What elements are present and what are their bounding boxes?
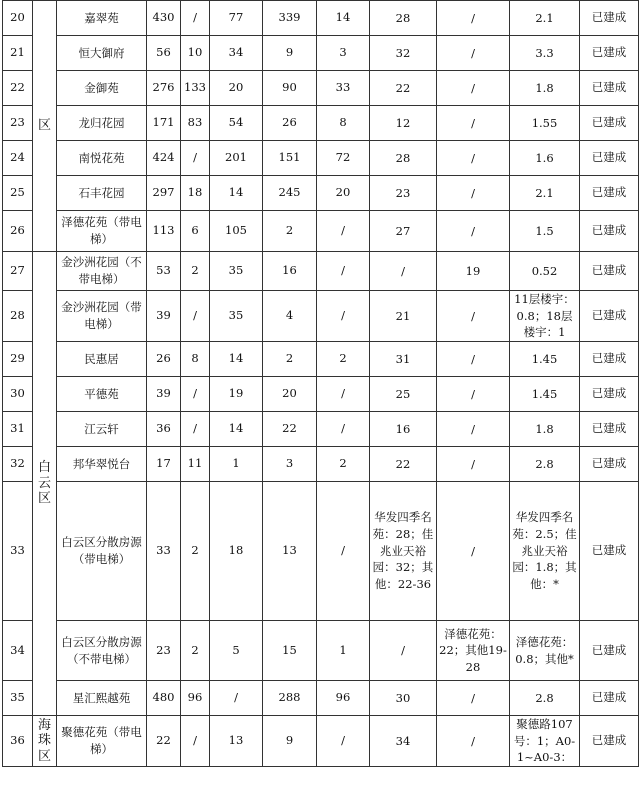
housing-table — [2, 0, 639, 767]
cell-c7: 1.45 — [510, 377, 580, 412]
cell-status: 已建成 — [580, 621, 639, 681]
cell-c2: 19 — [210, 377, 263, 412]
cell-c1: 2 — [181, 252, 210, 291]
cell-c2: 1 — [210, 447, 263, 482]
cell-c5: 21 — [370, 291, 437, 342]
cell-c4: 2 — [317, 342, 370, 377]
cell-c1: 18 — [181, 176, 210, 211]
cell-c5: 28 — [370, 141, 437, 176]
cell-c2: / — [210, 681, 263, 716]
district-cell — [33, 1, 57, 252]
cell-no: 27 — [3, 252, 33, 291]
cell-c2: 14 — [210, 176, 263, 211]
cell-no: 30 — [3, 377, 33, 412]
cell-no: 28 — [3, 291, 33, 342]
cell-name: 泽德花苑（带电梯） — [57, 211, 147, 252]
cell-total: 480 — [147, 681, 181, 716]
cell-status: 已建成 — [580, 342, 639, 377]
cell-c1: 6 — [181, 211, 210, 252]
cell-c2: 54 — [210, 106, 263, 141]
cell-c3: 9 — [263, 36, 317, 71]
district-char: 海 — [37, 717, 51, 733]
cell-name: 民惠居 — [57, 342, 147, 377]
cell-name: 白云区分散房源（带电梯） — [57, 482, 147, 621]
cell-c3: 339 — [263, 1, 317, 36]
cell-total: 17 — [147, 447, 181, 482]
district-char: 珠 — [37, 733, 51, 749]
cell-c1: 11 — [181, 447, 210, 482]
cell-no: 31 — [3, 412, 33, 447]
cell-name: 南悦花苑 — [57, 141, 147, 176]
cell-c7: 泽德花苑：0.8；其他* — [510, 621, 580, 681]
cell-total: 39 — [147, 291, 181, 342]
cell-c6: / — [437, 681, 510, 716]
cell-c5: / — [370, 621, 437, 681]
cell-c6: / — [437, 1, 510, 36]
cell-status: 已建成 — [580, 447, 639, 482]
cell-c2: 105 — [210, 211, 263, 252]
cell-c6: / — [437, 412, 510, 447]
cell-total: 56 — [147, 36, 181, 71]
table-row — [3, 252, 639, 291]
cell-name: 金沙洲花园（带电梯） — [57, 291, 147, 342]
cell-name: 江云轩 — [57, 412, 147, 447]
cell-c1: / — [181, 412, 210, 447]
cell-no: 36 — [3, 716, 33, 767]
cell-c3: 3 — [263, 447, 317, 482]
cell-c1: 8 — [181, 342, 210, 377]
table-row — [3, 377, 639, 412]
cell-no: 22 — [3, 71, 33, 106]
cell-c5: 31 — [370, 342, 437, 377]
cell-no: 21 — [3, 36, 33, 71]
cell-c4: / — [317, 211, 370, 252]
cell-status: 已建成 — [580, 412, 639, 447]
cell-c5: 华发四季名苑：28；佳兆业天裕园：32；其他：22-36 — [370, 482, 437, 621]
cell-c4: / — [317, 412, 370, 447]
district-char: 白 — [37, 460, 51, 476]
cell-c3: 9 — [263, 716, 317, 767]
cell-no: 29 — [3, 342, 33, 377]
cell-c5: 28 — [370, 1, 437, 36]
cell-no: 32 — [3, 447, 33, 482]
cell-c4: 72 — [317, 141, 370, 176]
cell-c7: 3.3 — [510, 36, 580, 71]
cell-total: 171 — [147, 106, 181, 141]
table-row — [3, 412, 639, 447]
cell-name: 白云区分散房源（不带电梯） — [57, 621, 147, 681]
cell-status: 已建成 — [580, 71, 639, 106]
cell-status: 已建成 — [580, 141, 639, 176]
cell-c1: 10 — [181, 36, 210, 71]
cell-c3: 20 — [263, 377, 317, 412]
cell-c5: 34 — [370, 716, 437, 767]
cell-no: 20 — [3, 1, 33, 36]
cell-c3: 151 — [263, 141, 317, 176]
cell-c5: 30 — [370, 681, 437, 716]
cell-c1: 83 — [181, 106, 210, 141]
cell-name: 恒大御府 — [57, 36, 147, 71]
table-row — [3, 342, 639, 377]
cell-total: 33 — [147, 482, 181, 621]
cell-c6: / — [437, 176, 510, 211]
cell-c1: / — [181, 1, 210, 36]
cell-c6: / — [437, 377, 510, 412]
cell-c4: / — [317, 716, 370, 767]
table-row — [3, 36, 639, 71]
cell-status: 已建成 — [580, 211, 639, 252]
cell-c7: 2.8 — [510, 447, 580, 482]
table-row — [3, 176, 639, 211]
cell-status: 已建成 — [580, 36, 639, 71]
cell-total: 23 — [147, 621, 181, 681]
cell-c3: 13 — [263, 482, 317, 621]
table-row — [3, 71, 639, 106]
cell-c1: / — [181, 291, 210, 342]
cell-no: 34 — [3, 621, 33, 681]
cell-c1: / — [181, 716, 210, 767]
cell-c4: / — [317, 252, 370, 291]
cell-c6: / — [437, 106, 510, 141]
cell-c3: 15 — [263, 621, 317, 681]
cell-c4: 14 — [317, 1, 370, 36]
cell-c4: / — [317, 377, 370, 412]
cell-total: 424 — [147, 141, 181, 176]
cell-status: 已建成 — [580, 716, 639, 767]
cell-c2: 35 — [210, 252, 263, 291]
cell-c4: / — [317, 482, 370, 621]
cell-c1: 96 — [181, 681, 210, 716]
cell-c7: 聚德路107号：1；A0-1~A0-3： — [510, 716, 580, 767]
cell-c6: / — [437, 447, 510, 482]
cell-c6: / — [437, 342, 510, 377]
cell-c1: / — [181, 141, 210, 176]
cell-total: 276 — [147, 71, 181, 106]
district-char: 区 — [37, 491, 51, 507]
cell-c3: 288 — [263, 681, 317, 716]
table-row — [3, 621, 639, 681]
cell-status: 已建成 — [580, 106, 639, 141]
cell-name: 石丰花园 — [57, 176, 147, 211]
cell-c2: 201 — [210, 141, 263, 176]
cell-c7: 2.1 — [510, 176, 580, 211]
table-row — [3, 106, 639, 141]
cell-c5: 25 — [370, 377, 437, 412]
cell-c3: 4 — [263, 291, 317, 342]
cell-name: 聚德花苑（带电梯） — [57, 716, 147, 767]
cell-c3: 16 — [263, 252, 317, 291]
cell-c2: 13 — [210, 716, 263, 767]
cell-no: 24 — [3, 141, 33, 176]
table-row — [3, 447, 639, 482]
cell-no: 25 — [3, 176, 33, 211]
cell-status: 已建成 — [580, 291, 639, 342]
cell-c4: / — [317, 291, 370, 342]
cell-c6: / — [437, 36, 510, 71]
cell-c7: 1.5 — [510, 211, 580, 252]
cell-c4: 3 — [317, 36, 370, 71]
cell-no: 33 — [3, 482, 33, 621]
cell-c7: 1.8 — [510, 71, 580, 106]
cell-c6: / — [437, 141, 510, 176]
cell-name: 金沙洲花园（不带电梯） — [57, 252, 147, 291]
cell-name: 嘉翠苑 — [57, 1, 147, 36]
cell-c6: / — [437, 71, 510, 106]
cell-c1: 2 — [181, 621, 210, 681]
table-row — [3, 211, 639, 252]
cell-c2: 18 — [210, 482, 263, 621]
table-body — [3, 1, 639, 767]
cell-name: 星汇熙越苑 — [57, 681, 147, 716]
cell-c1: 2 — [181, 482, 210, 621]
cell-no: 35 — [3, 681, 33, 716]
cell-total: 36 — [147, 412, 181, 447]
cell-total: 53 — [147, 252, 181, 291]
cell-c7: 1.8 — [510, 412, 580, 447]
cell-c5: / — [370, 252, 437, 291]
cell-c4: 96 — [317, 681, 370, 716]
cell-c2: 35 — [210, 291, 263, 342]
cell-total: 26 — [147, 342, 181, 377]
cell-c6: / — [437, 211, 510, 252]
cell-total: 39 — [147, 377, 181, 412]
cell-c5: 22 — [370, 447, 437, 482]
cell-c3: 2 — [263, 211, 317, 252]
cell-c3: 22 — [263, 412, 317, 447]
cell-c6: / — [437, 482, 510, 621]
cell-c1: 133 — [181, 71, 210, 106]
cell-c5: 32 — [370, 36, 437, 71]
district-cell — [33, 716, 57, 767]
cell-c4: 1 — [317, 621, 370, 681]
cell-c3: 26 — [263, 106, 317, 141]
cell-name: 龙归花园 — [57, 106, 147, 141]
cell-total: 113 — [147, 211, 181, 252]
table-row — [3, 716, 639, 767]
cell-c2: 14 — [210, 412, 263, 447]
table-row — [3, 291, 639, 342]
cell-no: 23 — [3, 106, 33, 141]
cell-c6: 泽德花苑：22；其他19-28 — [437, 621, 510, 681]
cell-c2: 20 — [210, 71, 263, 106]
cell-c2: 5 — [210, 621, 263, 681]
cell-c3: 2 — [263, 342, 317, 377]
cell-c7: 1.45 — [510, 342, 580, 377]
cell-c7: 2.8 — [510, 681, 580, 716]
cell-c5: 16 — [370, 412, 437, 447]
district-char: 区 — [37, 748, 51, 764]
cell-c4: 2 — [317, 447, 370, 482]
cell-c2: 34 — [210, 36, 263, 71]
cell-no: 26 — [3, 211, 33, 252]
cell-c4: 33 — [317, 71, 370, 106]
cell-c3: 245 — [263, 176, 317, 211]
cell-c5: 12 — [370, 106, 437, 141]
cell-status: 已建成 — [580, 176, 639, 211]
cell-c7: 1.55 — [510, 106, 580, 141]
district-cell — [33, 252, 57, 716]
cell-total: 430 — [147, 1, 181, 36]
district-char: 云 — [37, 475, 51, 491]
cell-c6: 19 — [437, 252, 510, 291]
cell-name: 平德苑 — [57, 377, 147, 412]
cell-c2: 14 — [210, 342, 263, 377]
cell-c5: 23 — [370, 176, 437, 211]
cell-c7: 2.1 — [510, 1, 580, 36]
cell-c1: / — [181, 377, 210, 412]
cell-status: 已建成 — [580, 377, 639, 412]
cell-c6: / — [437, 716, 510, 767]
cell-c3: 90 — [263, 71, 317, 106]
table-row — [3, 1, 639, 36]
district-char: 区 — [37, 118, 51, 134]
cell-name: 邦华翠悦台 — [57, 447, 147, 482]
table-row — [3, 141, 639, 176]
cell-c7: 华发四季名苑：2.5；佳兆业天裕园：1.8；其他：* — [510, 482, 580, 621]
cell-c7: 1.6 — [510, 141, 580, 176]
table-row — [3, 681, 639, 716]
cell-total: 22 — [147, 716, 181, 767]
cell-c7: 11层楼宇：0.8；18层楼宇：1 — [510, 291, 580, 342]
cell-c4: 20 — [317, 176, 370, 211]
cell-c5: 27 — [370, 211, 437, 252]
cell-c7: 0.52 — [510, 252, 580, 291]
cell-status: 已建成 — [580, 1, 639, 36]
cell-status: 已建成 — [580, 252, 639, 291]
cell-total: 297 — [147, 176, 181, 211]
cell-c2: 77 — [210, 1, 263, 36]
cell-status: 已建成 — [580, 482, 639, 621]
cell-c4: 8 — [317, 106, 370, 141]
cell-c5: 22 — [370, 71, 437, 106]
cell-c6: / — [437, 291, 510, 342]
table-row — [3, 482, 639, 621]
cell-status: 已建成 — [580, 681, 639, 716]
cell-name: 金御苑 — [57, 71, 147, 106]
